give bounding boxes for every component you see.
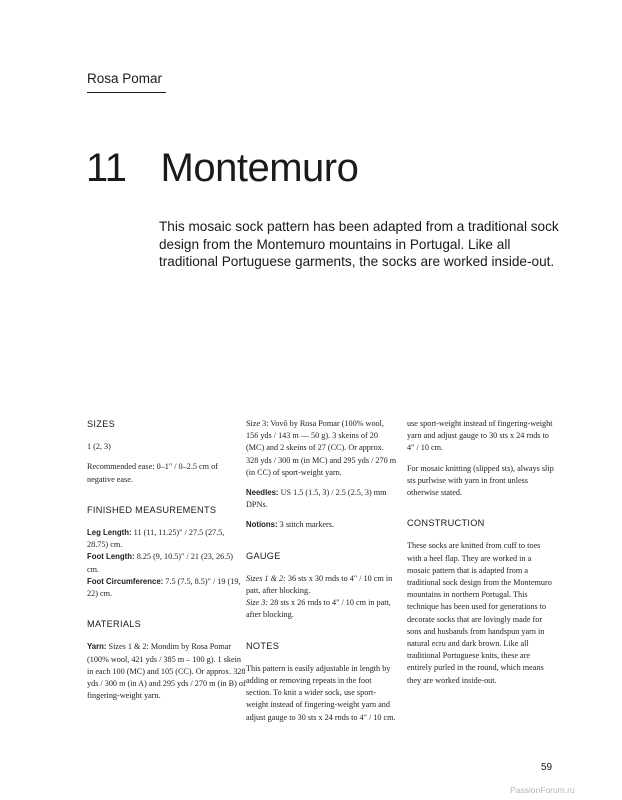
- sizes-values: 1 (2, 3): [87, 442, 111, 452]
- foot-circumference-value: 7.5 (7.5, 8.5)" / 19 (19, 22) cm.: [87, 576, 241, 599]
- foot-length-value: 8.25 (9, 10.5)" / 21 (23, 26.5) cm.: [87, 552, 234, 574]
- construction-text: These socks are knitted from cuff to toes with a heel flap. They are worked in a mosaic pattern that is adapted from a traditional sock design from the Montemuro mountains in northern Portugal. This technique has been used for generations to decorate socks that are lovingly made for sons and husbands from handspun yarn in natural ecru and dark brown. Like all traditional Portuguese knits, these are entirely purled in the round, which means they are worked inside-out.: [407, 541, 552, 685]
- yarn-label: Yarn:: [87, 642, 107, 652]
- needles-label: Needles:: [246, 488, 279, 498]
- notes-heading: NOTES: [246, 640, 280, 651]
- foot-circumference-label: Foot Circumference:: [87, 576, 164, 586]
- notes-paragraph-1: This pattern is easily adjustable in length by adding or removing repeats in the foot section. To knit a wider sock, use sport-weight instead of fingering-weight yarn and adjust gauge to 30 sts x 24 rnds to 4" / 10 cm.: [246, 663, 396, 722]
- foot-length: [87, 551, 247, 575]
- column-3: [407, 418, 555, 695]
- foot-length-label: Foot Length:: [87, 552, 135, 562]
- sizes-ease: Recommended ease: 0–1" / 0–2.5 cm of negative ease.: [87, 462, 218, 484]
- materials-heading: MATERIALS: [87, 619, 142, 630]
- column-2: [246, 418, 398, 722]
- gauge-heading: GAUGE: [246, 550, 281, 561]
- yarn: [87, 641, 247, 702]
- gauge-line-2: [246, 597, 398, 621]
- yarn-value: Sizes 1 & 2: Mondim by Rosa Pomar (100% wool, 421 yds / 385 m – 100 g). 1 skein in each 100 (MC) and 105 (CC). Or approx. 328 yds / 300 m (in A) and 295 yds / 270 m (in B) of fingering-weight yarn.: [87, 642, 246, 701]
- notions-value: 3 stitch markers.: [277, 520, 335, 530]
- construction-heading: CONSTRUCTION: [407, 518, 485, 529]
- pattern-title: [86, 148, 358, 188]
- pattern-name: Montemuro: [160, 146, 359, 190]
- sizes-heading: SIZES: [87, 419, 116, 429]
- notes-paragraph-2: For mosaic knitting (slipped sts), always slip sts purlwise with yarn in front unless otherwise stated.: [407, 463, 554, 498]
- author-underline: [87, 92, 166, 93]
- watermark: PassionForum.ru: [510, 785, 575, 795]
- gauge-line-1-value: 36 sts x 30 rnds to 4" / 10 cm in patt, after blocking.: [246, 573, 393, 596]
- finished-heading: FINISHED MEASUREMENTS: [87, 504, 217, 515]
- leg-length-value: 11 (11, 11.25)" / 27.5 (27.5, 28.75) cm.: [87, 528, 225, 550]
- leg-length-label: Leg Length:: [87, 528, 132, 538]
- column-1: [87, 418, 247, 710]
- foot-circumference: [87, 576, 247, 600]
- needles: [246, 487, 398, 511]
- yarn-size-3: Size 3: Vovô by Rosa Pomar (100% wool, 156 yds / 143 m — 50 g). 3 skeins of 20 (MC) and 2 skeins of 27 (CC). Or approx. 328 yds / 300 m (in MC) and 295 yds / 270 m (in CC) of sport-weight yarn.: [246, 419, 397, 477]
- needles-value: US 1.5 (1.5, 3) / 2.5 (2.5, 3) mm DPNs.: [246, 488, 387, 510]
- notions: [246, 519, 398, 531]
- notes-paragraph-1-continued: use sport-weight instead of fingering-weight yarn and adjust gauge to 30 sts x 24 rnds to 4" / 10 cm.: [407, 419, 553, 453]
- intro-paragraph: This mosaic sock pattern has been adapted from a traditional sock design from the Montemuro mountains in Portugal. Like all traditional Portuguese garments, the socks are worked inside-out.: [159, 219, 559, 270]
- gauge-line-1: [246, 573, 398, 597]
- gauge-line-1-label: Sizes 1 & 2:: [246, 573, 286, 583]
- gauge-line-2-label: Size 3:: [246, 598, 269, 608]
- page-number: 59: [541, 762, 553, 773]
- leg-length: [87, 527, 247, 551]
- pattern-number: 11: [86, 146, 127, 190]
- author-name: Rosa Pomar: [87, 71, 163, 86]
- notions-label: Notions:: [246, 520, 278, 530]
- gauge-line-2-value: 28 sts x 26 rnds to 4" / 10 cm in patt, after blocking.: [246, 598, 391, 620]
